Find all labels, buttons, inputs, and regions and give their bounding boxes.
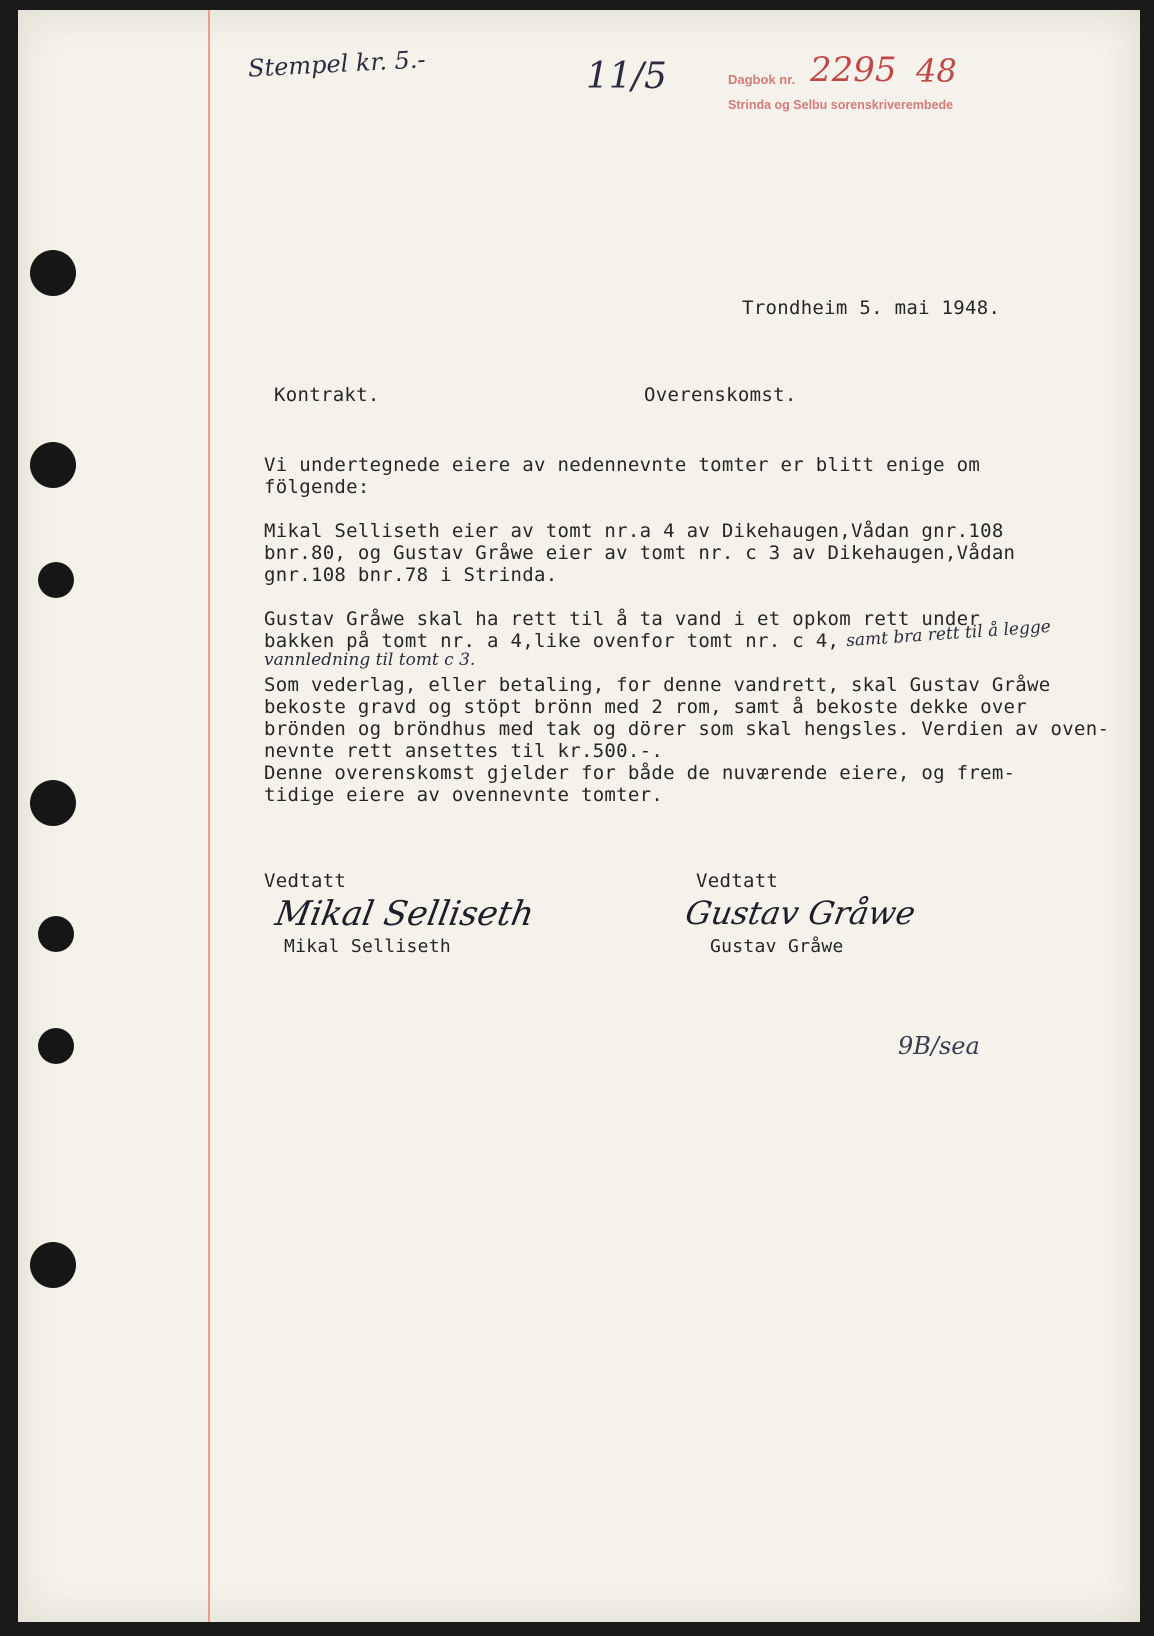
sig-left-typed: Mikal Selliseth bbox=[284, 936, 452, 957]
punch-hole bbox=[38, 562, 74, 598]
handwritten-insert: vannledning til tomt c 3. bbox=[264, 650, 476, 670]
terms-line: Som vederlag, eller betaling, for denne vandrett, skal Gustav Gråwe bbox=[264, 674, 1051, 696]
terms-line: brönden og bröndhus med tak og dörer som skal hengsles. Verdien av oven- bbox=[264, 718, 1110, 740]
footer-note: 9B/sea bbox=[898, 1032, 980, 1060]
signature-left: Mikal Selliseth bbox=[272, 894, 537, 934]
owners-line: Mikal Selliseth eier av tomt nr.a 4 av Dikehaugen,Vådan gnr.108 bbox=[264, 520, 1004, 542]
signature-right: Gustav Gråwe bbox=[682, 894, 919, 932]
intro-line: fölgende: bbox=[264, 476, 370, 498]
terms-line: Denne overenskomst gjelder for både de nuværende eiere, og frem- bbox=[264, 762, 1016, 784]
terms-line: bekoste gravd og stöpt brönn med 2 rom, samt å bekoste dekke over bbox=[264, 696, 1028, 718]
punch-hole bbox=[30, 442, 76, 488]
handwritten-insert: samt bra rett til å legge bbox=[845, 616, 1052, 652]
document-page bbox=[18, 10, 1140, 1622]
owners-line: bnr.80, og Gustav Gråwe eier av tomt nr. c 3 av Dikehaugen,Vådan bbox=[264, 542, 1016, 564]
terms-line: tidige eiere av ovennevnte tomter. bbox=[264, 784, 664, 806]
handwritten-date: 11/5 bbox=[586, 56, 667, 97]
title-right: Overenskomst. bbox=[644, 384, 797, 406]
punch-hole bbox=[30, 780, 76, 826]
intro-line: Vi undertegnede eiere av nedennevnte tomter er blitt enige om bbox=[264, 454, 981, 476]
sig-left-label: Vedtatt bbox=[264, 870, 347, 892]
stamp-fee-note: Stempel kr. 5.- bbox=[247, 45, 427, 83]
punch-hole bbox=[30, 1242, 76, 1288]
margin-line bbox=[208, 10, 210, 1622]
terms-line: nevnte rett ansettes til kr.500.-. bbox=[264, 740, 664, 762]
punch-hole bbox=[38, 916, 74, 952]
punch-hole bbox=[38, 1028, 74, 1064]
punch-hole bbox=[30, 250, 76, 296]
water-line: bakken på tomt nr. a 4,like ovenfor tomt nr. c 4, bbox=[264, 630, 840, 652]
stamp-office: Strinda og Selbu sorenskriverembede bbox=[728, 98, 954, 112]
owners-line: gnr.108 bnr.78 i Strinda. bbox=[264, 564, 558, 586]
title-left: Kontrakt. bbox=[274, 384, 380, 406]
stamp-label: Dagbok nr. bbox=[728, 72, 796, 87]
stamp-year: 48 bbox=[916, 52, 957, 90]
stamp-number: 2295 bbox=[810, 50, 897, 90]
sig-right-label: Vedtatt bbox=[696, 870, 779, 892]
water-line: Gustav Gråwe skal ha rett til å ta vand i et opkom rett under bbox=[264, 608, 981, 630]
place-date: Trondheim 5. mai 1948. bbox=[742, 297, 1001, 319]
sig-right-typed: Gustav Gråwe bbox=[710, 936, 844, 957]
